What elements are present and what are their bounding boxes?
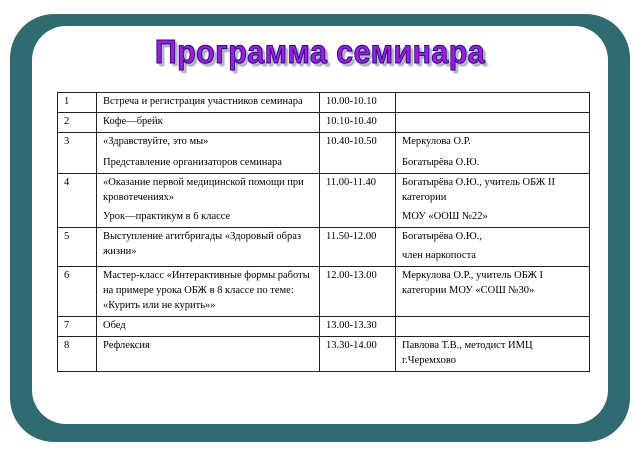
responsible-cell <box>396 228 590 267</box>
responsible-cell <box>396 133 590 174</box>
row-number: 2 <box>58 113 97 133</box>
table-row <box>58 337 590 372</box>
row-number: 4 <box>58 174 97 228</box>
event-cell <box>97 133 320 174</box>
row-number: 6 <box>58 267 97 317</box>
time-cell: 11.00-11.40 <box>320 174 396 228</box>
responsible-cell <box>396 337 590 372</box>
time-cell: 10.10-10.40 <box>320 113 396 133</box>
responsible-cell <box>396 93 590 113</box>
event-line: «Оказание первой медицинской помощи при кровотечениях» <box>103 177 304 203</box>
time-cell: 13.00-13.30 <box>320 317 396 337</box>
responsible-line: Меркулова О.Р., учитель ОБЖ I категории МОУ «СОШ №30» <box>402 270 543 296</box>
table-row <box>58 267 590 317</box>
event-cell <box>97 317 320 337</box>
responsible-cell <box>396 267 590 317</box>
time-cell: 10.40-10.50 <box>320 133 396 174</box>
time-cell: 11.50-12.00 <box>320 228 396 267</box>
table-row <box>58 228 590 267</box>
responsible-cell <box>396 113 590 133</box>
page-title: Программа семинара <box>154 33 486 70</box>
table-row <box>58 133 590 174</box>
event-cell <box>97 93 320 113</box>
table-row <box>58 174 590 228</box>
row-number: 5 <box>58 228 97 267</box>
time-cell: 10.00-10.10 <box>320 93 396 113</box>
event-cell <box>97 174 320 228</box>
table-row <box>58 317 590 337</box>
event-line: Встреча и регистрация участников семинара <box>103 96 303 107</box>
responsible-line: член наркопоста <box>402 250 476 261</box>
event-line: Обед <box>103 320 126 331</box>
event-cell <box>97 267 320 317</box>
row-number: 7 <box>58 317 97 337</box>
responsible-line: Павлова Т.В., методист ИМЦ г.Черемхово <box>402 340 533 366</box>
row-number: 3 <box>58 133 97 174</box>
event-cell <box>97 337 320 372</box>
event-line: Рефлексия <box>103 340 150 351</box>
responsible-line: Меркулова О.Р. <box>402 136 471 147</box>
time-cell: 12.00-13.00 <box>320 267 396 317</box>
event-line: «Здравствуйте, это мы» <box>103 136 209 147</box>
table-row <box>58 93 590 113</box>
event-line: Урок—практикум в 6 классе <box>103 211 231 222</box>
row-number: 8 <box>58 337 97 372</box>
event-cell <box>97 113 320 133</box>
event-line: Представление организаторов семинара <box>103 157 282 168</box>
responsible-line: Богатырёва О.Ю., <box>402 231 482 242</box>
responsible-line: МОУ «ООШ №22» <box>402 211 488 222</box>
responsible-cell <box>396 317 590 337</box>
table-row <box>58 113 590 133</box>
responsible-line: Богатырёва О.Ю. <box>402 157 480 168</box>
responsible-line: Богатырёва О.Ю., учитель ОБЖ II категории <box>402 177 555 203</box>
event-line: Мастер-класс «Интерактивные формы работы на примере урока ОБЖ в 8 классе по теме: «Курить или не курить»» <box>103 270 310 311</box>
event-line: Кофе—брейк <box>103 116 163 127</box>
row-number: 1 <box>58 93 97 113</box>
event-cell <box>97 228 320 267</box>
responsible-cell <box>396 174 590 228</box>
time-cell: 13.30-14.00 <box>320 337 396 372</box>
event-line: Выступление агитбригады «Здоровый образ жизни» <box>103 231 302 257</box>
program-table <box>57 92 590 372</box>
